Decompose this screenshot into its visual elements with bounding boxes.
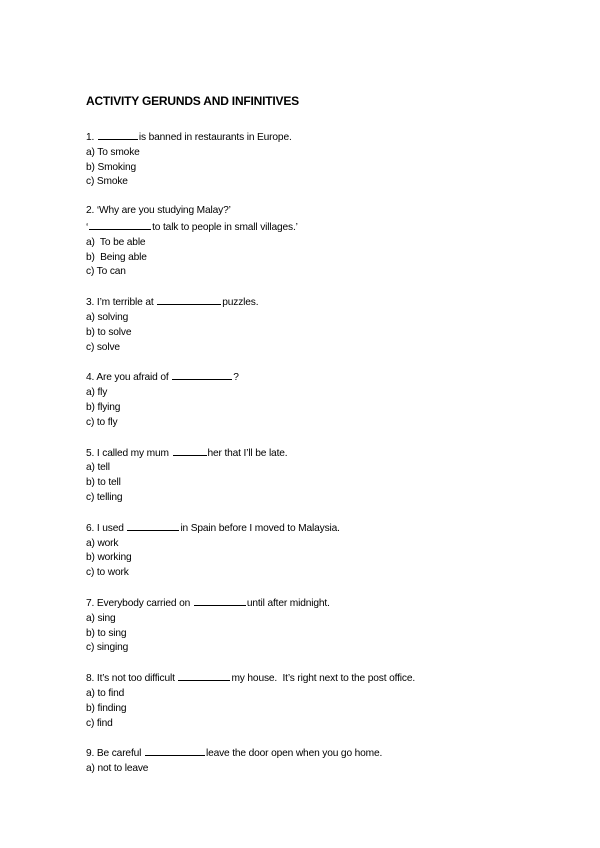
question-text-after: puzzles. [222,297,259,309]
option-a: a) fly [86,387,108,399]
option-c: c) singing [86,642,129,654]
question-8 [86,670,566,731]
answer-blank [178,670,230,681]
question-6 [86,520,566,581]
option-b: b) finding [86,702,127,714]
option-b: b) Smoking [86,161,137,173]
question-text-before: I’m terrible at [96,297,154,309]
question-text-before: Are you afraid of [96,372,169,384]
option-c: c) Smoke [86,176,128,188]
question-2-stem [86,219,566,236]
question-number: 2. [86,205,95,217]
option-c: c) telling [86,491,123,503]
question-2-prompt [86,204,566,219]
question-text-before: Everybody carried on [96,597,191,609]
question-number: 4. [86,372,95,384]
question-text-after: until after midnight. [246,597,330,609]
question-4-stem [86,369,566,386]
question-text-before: It’s not too difficult [96,673,175,685]
answer-blank [89,219,151,230]
question-3-stem [86,294,566,311]
question-4 [86,369,566,430]
question-2 [86,204,566,280]
question-5-stem [86,445,566,462]
question-text-before: Be careful [96,748,142,760]
question-1-stem [86,129,566,146]
question-text-after: my house. It’s right next to the post office. [231,673,416,685]
question-number: 7. [86,597,95,609]
answer-blank [145,745,205,756]
question-text-before: ‘ [86,221,89,233]
option-b: b) to solve [86,326,132,338]
question-number: 1. [86,132,95,143]
option-b: b) flying [86,401,121,413]
option-a: a) To be able [86,236,146,248]
question-prompt: ‘Why are you studying Malay?’ [96,205,231,217]
answer-blank [127,520,179,531]
option-a: a) tell [86,462,110,474]
question-number: 8. [86,673,95,685]
option-b: b) working [86,552,132,564]
question-6-stem [86,520,566,537]
question-7 [86,595,566,656]
option-c: c) to work [86,567,129,579]
question-text-after: leave the door open when you go home. [205,748,383,760]
question-5 [86,445,566,506]
answer-blank [98,129,138,140]
option-b: b) Being able [86,251,147,263]
question-text-after: her that I’ll be late. [207,447,288,459]
option-a: a) to find [86,687,125,699]
question-8-stem [86,670,566,687]
question-9 [86,745,566,777]
question-text-after: in Spain before I moved to Malaysia. [180,522,340,534]
option-c: c) to fly [86,416,118,428]
question-text-after: is banned in restaurants in Europe. [138,132,292,143]
question-9-stem [86,745,566,762]
option-a: a) work [86,537,119,549]
worksheet-content [86,93,566,791]
page-title: ACTIVITY GERUNDS AND INFINITIVES [86,94,299,108]
answer-blank [172,369,232,380]
option-c: c) solve [86,341,120,353]
question-text-before: I called my mum [96,447,169,459]
question-1 [86,129,566,190]
option-c: c) find [86,717,113,729]
question-text-before: I used [96,522,124,534]
question-7-stem [86,595,566,612]
answer-blank [194,595,246,606]
option-b: b) to tell [86,477,121,489]
question-text-after: ? [233,372,239,384]
option-b: b) to sing [86,627,127,639]
option-a: a) To smoke [86,146,140,158]
option-a: a) solving [86,311,129,323]
question-number: 3. [86,297,95,309]
option-a: a) sing [86,612,116,624]
answer-blank [157,294,221,305]
option-c: c) To can [86,266,126,278]
question-number: 6. [86,522,95,534]
option-a: a) not to leave [86,763,149,775]
question-number: 9. [86,748,95,760]
question-3 [86,294,566,355]
answer-blank [173,445,207,456]
question-number: 5. [86,447,95,459]
question-text-after: to talk to people in small villages.’ [152,221,298,233]
